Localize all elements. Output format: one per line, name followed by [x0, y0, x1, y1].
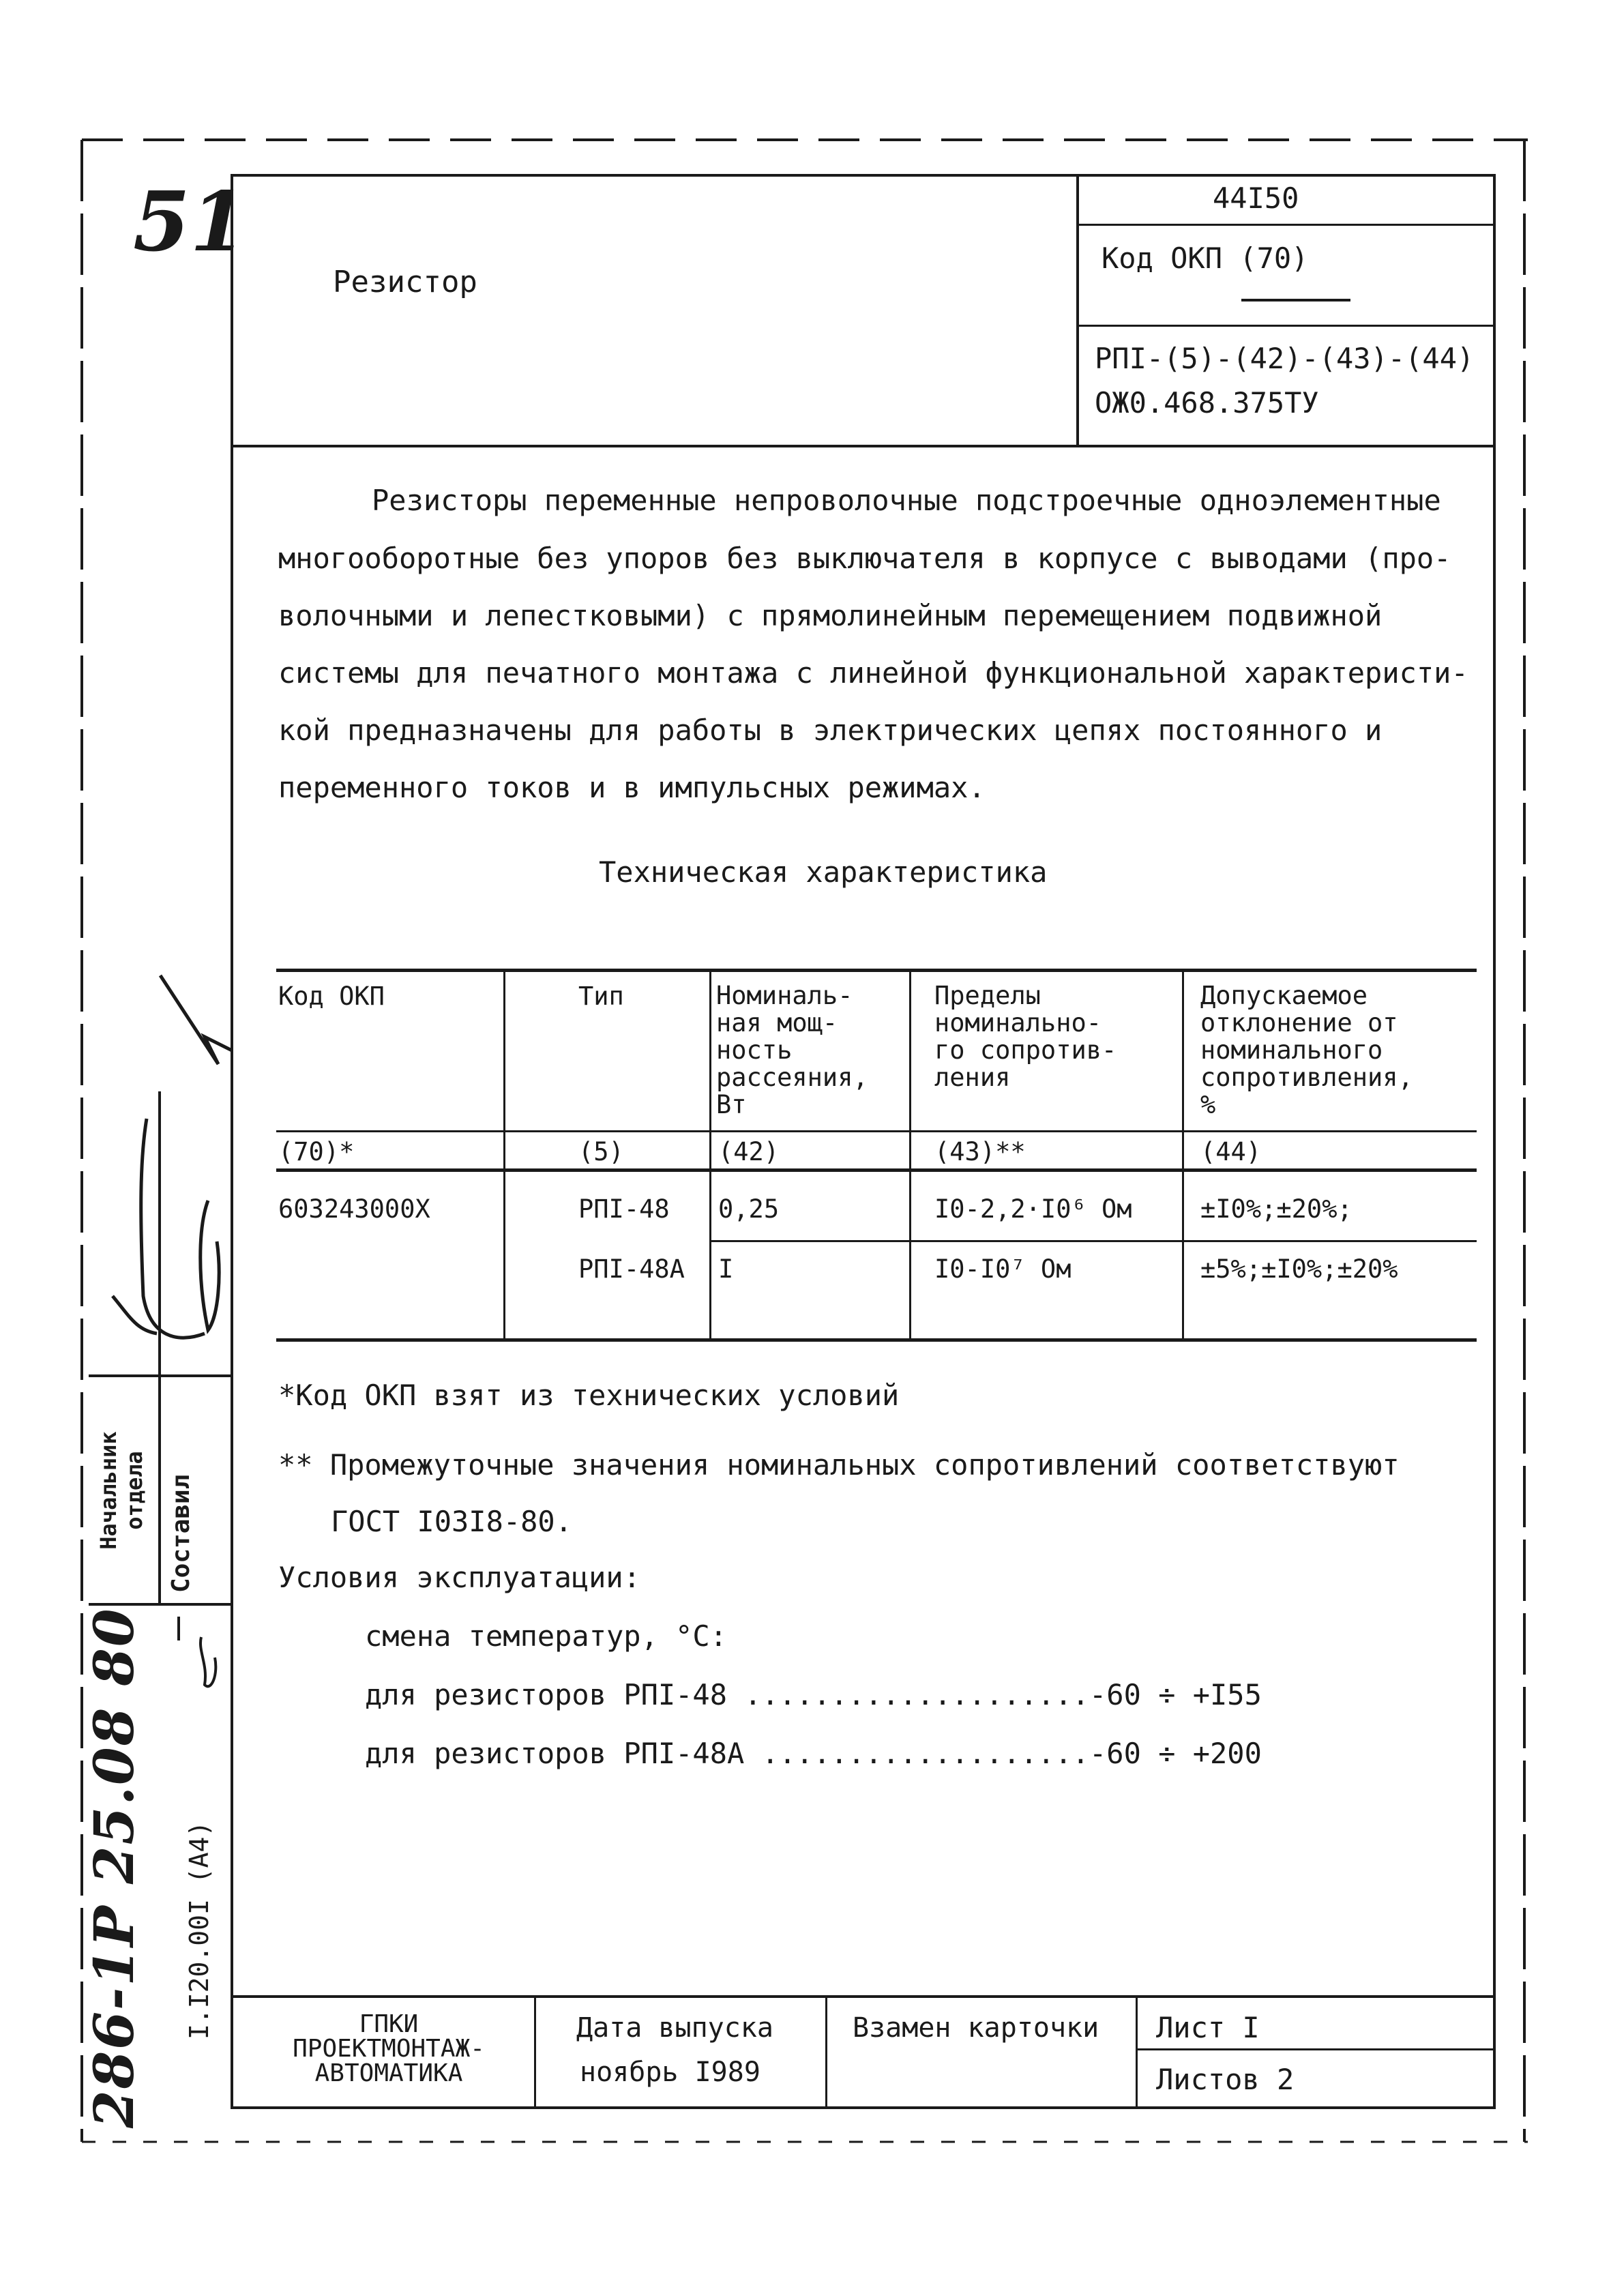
description-line: переменного токов и в импульсных режимах. [278, 771, 986, 804]
table-cell: 603243000Х [278, 1194, 430, 1224]
description-line: многооборотные без упоров без выключателя в корпусе с выводами (про- [278, 542, 1451, 575]
table-cell: I0-I0⁷ Ом [934, 1254, 1071, 1284]
product-name: Резистор [333, 265, 477, 299]
table-code-5: (5) [578, 1137, 624, 1166]
form-code: I.I20.00I (А4) [184, 1821, 214, 2040]
conditions-title: Условия эксплуатации: [278, 1561, 641, 1594]
description-line: кой предназначены для работы в электрических цепях постоянного и [278, 713, 1383, 747]
side-label-compiler: Составил [167, 1474, 195, 1593]
conditions-line: для резисторов РПI-48 ....................-60 ÷ +I55 [365, 1678, 1262, 1711]
handwritten-number: 286-1Р 25.08 80 [82, 1607, 146, 2128]
table-code-43: (43)** [934, 1137, 1026, 1166]
footnote-okp: *Код ОКП взят из технических условий [278, 1379, 900, 1412]
section-title: Техническая характеристика [599, 855, 1048, 889]
conditions-line: для резисторов РПI-48А ...................-60 ÷ +200 [365, 1737, 1262, 1770]
table-header-power: Номиналь- ная мощ- ность рассеяния, Вт [716, 981, 868, 1119]
footnote-resistance: ** Промежуточные значения номинальных сопротивлений соответствуют [278, 1448, 1400, 1482]
designation-line2: ОЖ0.468.375ТУ [1095, 386, 1319, 420]
org-line: ГПКИ [359, 2010, 419, 2038]
issue-label: Дата выпуска [576, 2012, 773, 2044]
table-cell: I [718, 1254, 734, 1284]
org-line: ПРОЕКТМОНТАЖ- [293, 2035, 485, 2063]
description-line: системы для печатного монтажа с линейной функциональной характеристи- [278, 656, 1468, 690]
footnote-gost: ГОСТ I03I8-80. [331, 1505, 573, 1538]
table-cell: РПI-48 [578, 1194, 670, 1224]
side-label-head: Начальник отдела [95, 1431, 147, 1550]
table-header-resistance: Пределы номинально- го сопротив- ления [934, 981, 1117, 1092]
table-cell: РПI-48А [578, 1254, 685, 1284]
table-cell: ±5%;±I0%;±20% [1200, 1254, 1398, 1284]
org-line: АВТОМАТИКА [314, 2059, 463, 2087]
replace-label: Взамен карточки [853, 2012, 1099, 2044]
conditions-subtitle: смена температур, °С: [365, 1619, 728, 1653]
description-line: волочными и лепестковыми) с прямолинейным перемещением подвижной [278, 599, 1383, 632]
table-code-44: (44) [1200, 1137, 1262, 1166]
sheets-label: Листов 2 [1156, 2063, 1295, 2096]
code-top: 44I50 [1213, 181, 1299, 215]
table-code-42: (42) [718, 1137, 780, 1166]
table-cell: I0-2,2·I0⁶ Ом [934, 1194, 1132, 1224]
description-line: Резисторы переменные непроволочные подстроечные одноэлементные [372, 484, 1441, 517]
table-header-okp: Код ОКП [278, 982, 385, 1011]
sheet-label: Лист I [1156, 2011, 1260, 2044]
table-cell: 0,25 [718, 1194, 780, 1224]
table-cell: ±I0%;±20%; [1200, 1194, 1353, 1224]
sheet-number-handwritten: 51 [133, 174, 247, 270]
table-header-type: Тип [578, 982, 624, 1011]
okp-label: Код ОКП (70) [1102, 241, 1309, 275]
table-header-tolerance: Допускаемое отклонение от номинального сопротивления, % [1200, 981, 1413, 1119]
table-code-70: (70)* [278, 1137, 355, 1166]
issue-date: ноябрь I989 [580, 2057, 760, 2088]
designation-line1: РПI-(5)-(42)-(43)-(44) [1095, 342, 1475, 375]
